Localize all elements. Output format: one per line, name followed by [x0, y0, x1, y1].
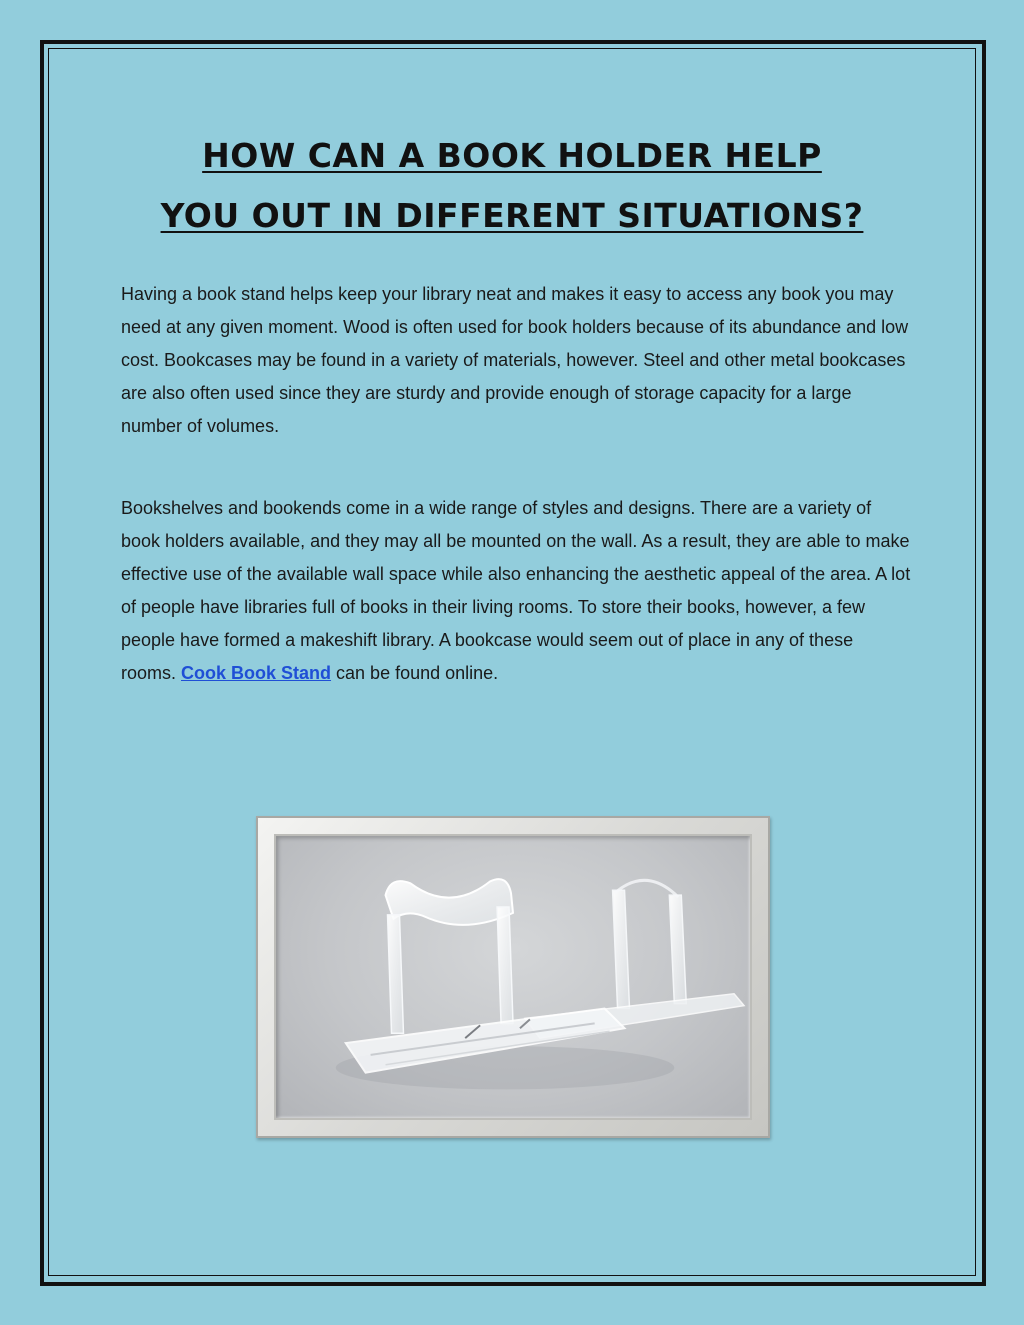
book-stand-photo: [274, 834, 752, 1120]
paragraph-2-text-after-link: can be found online.: [331, 663, 499, 683]
page-title-line-2: [0, 196, 1024, 235]
acrylic-book-stand-illustration: [276, 836, 750, 1118]
cook-book-stand-link[interactable]: Cook Book Stand: [181, 663, 332, 683]
page-title-line-1: [0, 136, 1024, 175]
paragraph-2: [121, 492, 911, 690]
paragraph-2-text-before-link: Bookshelves and bookends come in a wide range of styles and designs. There are a variety of book holders available, and they may all be mounted on the wall. As a result, they are able to make effective use of the available wall space while also enhancing the aesthetic appeal of the area. A lot of people have libraries full of books in their living rooms. To store their books, however, a few people have formed a makeshift library. A bookcase would seem out of place in any of these rooms.: [121, 498, 911, 683]
book-stand-photo-frame: [256, 816, 770, 1138]
paragraph-1: Having a book stand helps keep your library neat and makes it easy to access any book you may need at any given moment. Wood is often used for book holders because of its abundance and low cost. Bookcases may be found in a variety of materials, however. Steel and other metal bookcases are also often used since they are sturdy and provide enough of storage capacity for a large number of volumes.: [121, 284, 909, 436]
title-text-1: HOW CAN A BOOK HOLDER HELP: [202, 136, 822, 175]
title-text-2: YOU OUT IN DIFFERENT SITUATIONS?: [160, 196, 864, 235]
